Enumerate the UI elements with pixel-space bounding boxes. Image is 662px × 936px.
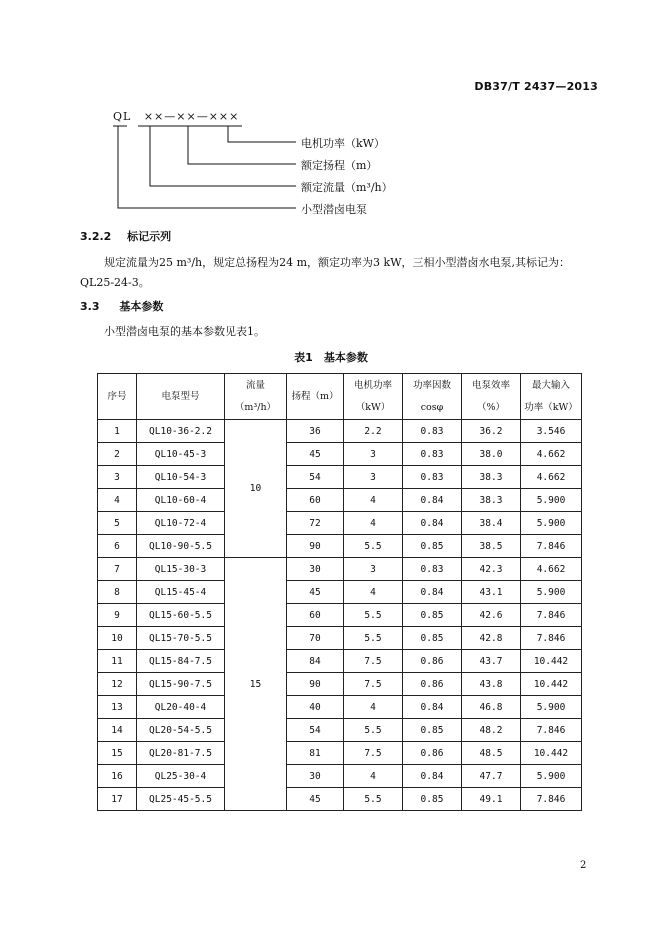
cell-power-factor: 0.83 xyxy=(403,443,462,466)
header-max-input: 最大输入 功率（kW） xyxy=(521,374,582,420)
cell-max-input: 5.900 xyxy=(521,765,582,788)
cell-power: 2.2 xyxy=(344,420,403,443)
cell-model: QL10-72-4 xyxy=(137,512,225,535)
cell-seq: 15 xyxy=(98,742,137,765)
cell-power-factor: 0.84 xyxy=(403,581,462,604)
cell-flow-group: 15 xyxy=(225,558,287,811)
header-power-factor: 功率因数 cosφ xyxy=(403,374,462,420)
cell-model: QL15-30-3 xyxy=(137,558,225,581)
table-row xyxy=(98,627,582,650)
cell-model: QL15-90-7.5 xyxy=(137,673,225,696)
cell-head: 84 xyxy=(287,650,344,673)
table-row xyxy=(98,765,582,788)
cell-head: 90 xyxy=(287,673,344,696)
cell-seq: 13 xyxy=(98,696,137,719)
cell-head: 72 xyxy=(287,512,344,535)
cell-efficiency: 36.2 xyxy=(462,420,521,443)
cell-head: 45 xyxy=(287,788,344,811)
section-number: 3.3 xyxy=(80,300,100,313)
cell-power: 4 xyxy=(344,489,403,512)
cell-seq: 4 xyxy=(98,489,137,512)
cell-seq: 10 xyxy=(98,627,137,650)
label-motor-power: 电机功率（kW） xyxy=(301,137,385,150)
cell-head: 40 xyxy=(287,696,344,719)
cell-seq: 14 xyxy=(98,719,137,742)
parameters-table xyxy=(97,373,582,811)
cell-power-factor: 0.84 xyxy=(403,512,462,535)
cell-head: 81 xyxy=(287,742,344,765)
cell-model: QL10-90-5.5 xyxy=(137,535,225,558)
table-body xyxy=(98,420,582,811)
cell-efficiency: 47.7 xyxy=(462,765,521,788)
cell-power: 4 xyxy=(344,765,403,788)
cell-head: 70 xyxy=(287,627,344,650)
cell-seq: 16 xyxy=(98,765,137,788)
cell-power: 3 xyxy=(344,558,403,581)
parameters-intro: 小型潜卤电泵的基本参数见表1。 xyxy=(104,325,265,338)
cell-model: QL25-45-5.5 xyxy=(137,788,225,811)
cell-power-factor: 0.85 xyxy=(403,719,462,742)
header-flow: 流量 （m³/h） xyxy=(225,374,287,420)
section-3-3-heading xyxy=(80,298,163,314)
cell-model: QL10-60-4 xyxy=(137,489,225,512)
cell-max-input: 7.846 xyxy=(521,719,582,742)
cell-power: 7.5 xyxy=(344,742,403,765)
table-row xyxy=(98,420,582,443)
cell-model: QL15-60-5.5 xyxy=(137,604,225,627)
cell-efficiency: 46.8 xyxy=(462,696,521,719)
standard-code: DB37/T 2437—2013 xyxy=(474,80,598,93)
cell-power-factor: 0.85 xyxy=(403,535,462,558)
cell-seq: 17 xyxy=(98,788,137,811)
cell-model: QL15-70-5.5 xyxy=(137,627,225,650)
cell-max-input: 4.662 xyxy=(521,443,582,466)
leader-flow xyxy=(150,126,296,186)
table-header-row xyxy=(98,374,582,420)
table-caption: 表1 基本参数 xyxy=(294,351,368,364)
table-row xyxy=(98,581,582,604)
cell-power-factor: 0.83 xyxy=(403,420,462,443)
cell-seq: 3 xyxy=(98,466,137,489)
cell-head: 45 xyxy=(287,443,344,466)
cell-seq: 6 xyxy=(98,535,137,558)
cell-efficiency: 42.6 xyxy=(462,604,521,627)
cell-model: QL15-45-4 xyxy=(137,581,225,604)
cell-power-factor: 0.84 xyxy=(403,765,462,788)
header-seq: 序号 xyxy=(98,374,137,420)
cell-model: QL10-54-3 xyxy=(137,466,225,489)
cell-power-factor: 0.86 xyxy=(403,650,462,673)
cell-seq: 2 xyxy=(98,443,137,466)
cell-power: 7.5 xyxy=(344,673,403,696)
cell-efficiency: 38.5 xyxy=(462,535,521,558)
leader-power xyxy=(228,126,296,142)
cell-head: 54 xyxy=(287,466,344,489)
section-number: 3.2.2 xyxy=(80,230,112,243)
model-prefix: QL xyxy=(113,110,132,123)
table-row xyxy=(98,604,582,627)
table-row xyxy=(98,535,582,558)
cell-max-input: 3.546 xyxy=(521,420,582,443)
cell-max-input: 5.900 xyxy=(521,696,582,719)
cell-seq: 11 xyxy=(98,650,137,673)
cell-head: 36 xyxy=(287,420,344,443)
cell-power-factor: 0.85 xyxy=(403,604,462,627)
cell-seq: 9 xyxy=(98,604,137,627)
cell-efficiency: 43.7 xyxy=(462,650,521,673)
section-title: 基本参数 xyxy=(119,300,164,313)
cell-max-input: 7.846 xyxy=(521,788,582,811)
cell-efficiency: 38.0 xyxy=(462,443,521,466)
cell-max-input: 10.442 xyxy=(521,650,582,673)
cell-model: QL10-36-2.2 xyxy=(137,420,225,443)
cell-head: 30 xyxy=(287,558,344,581)
cell-power: 5.5 xyxy=(344,535,403,558)
cell-power-factor: 0.86 xyxy=(403,742,462,765)
cell-efficiency: 48.2 xyxy=(462,719,521,742)
model-code-pattern xyxy=(113,110,239,123)
cell-model: QL20-54-5.5 xyxy=(137,719,225,742)
cell-max-input: 4.662 xyxy=(521,466,582,489)
cell-power: 3 xyxy=(344,443,403,466)
cell-flow-group: 10 xyxy=(225,420,287,558)
leader-head xyxy=(188,126,296,164)
cell-model: QL15-84-7.5 xyxy=(137,650,225,673)
cell-power: 7.5 xyxy=(344,650,403,673)
table-row xyxy=(98,696,582,719)
cell-max-input: 10.442 xyxy=(521,673,582,696)
table-row xyxy=(98,742,582,765)
label-rated-flow: 额定流量（m³/h） xyxy=(301,181,393,194)
cell-model: QL25-30-4 xyxy=(137,765,225,788)
header-efficiency: 电泵效率 （%） xyxy=(462,374,521,420)
cell-power: 5.5 xyxy=(344,604,403,627)
cell-max-input: 10.442 xyxy=(521,742,582,765)
cell-efficiency: 42.8 xyxy=(462,627,521,650)
cell-power-factor: 0.85 xyxy=(403,788,462,811)
cell-head: 45 xyxy=(287,581,344,604)
marking-example-line1: 规定流量为25 m³/h，规定总扬程为24 m，额定功率为3 kW，三相小型潜卤水电泵,其标记为： xyxy=(104,256,571,269)
cell-seq: 7 xyxy=(98,558,137,581)
cell-power-factor: 0.83 xyxy=(403,558,462,581)
cell-head: 54 xyxy=(287,719,344,742)
cell-efficiency: 43.1 xyxy=(462,581,521,604)
cell-efficiency: 48.5 xyxy=(462,742,521,765)
table-row xyxy=(98,512,582,535)
section-title: 标记示列 xyxy=(127,230,172,243)
cell-efficiency: 42.3 xyxy=(462,558,521,581)
cell-model: QL20-81-7.5 xyxy=(137,742,225,765)
table-row xyxy=(98,466,582,489)
table-row xyxy=(98,489,582,512)
model-code-diagram xyxy=(0,0,662,230)
cell-efficiency: 49.1 xyxy=(462,788,521,811)
table-row xyxy=(98,558,582,581)
cell-power: 4 xyxy=(344,512,403,535)
cell-max-input: 5.900 xyxy=(521,512,582,535)
cell-max-input: 5.900 xyxy=(521,581,582,604)
label-rated-head: 额定扬程（m） xyxy=(301,159,378,172)
cell-power-factor: 0.85 xyxy=(403,627,462,650)
table-row xyxy=(98,650,582,673)
cell-efficiency: 43.8 xyxy=(462,673,521,696)
leader-product xyxy=(118,126,296,208)
cell-seq: 12 xyxy=(98,673,137,696)
cell-efficiency: 38.3 xyxy=(462,466,521,489)
cell-power-factor: 0.84 xyxy=(403,696,462,719)
cell-model: QL10-45-3 xyxy=(137,443,225,466)
label-product-name: 小型潜卤电泵 xyxy=(301,203,367,216)
cell-head: 90 xyxy=(287,535,344,558)
cell-seq: 5 xyxy=(98,512,137,535)
cell-power: 4 xyxy=(344,696,403,719)
cell-seq: 8 xyxy=(98,581,137,604)
table-row xyxy=(98,788,582,811)
cell-power-factor: 0.83 xyxy=(403,466,462,489)
cell-head: 60 xyxy=(287,489,344,512)
table-row xyxy=(98,719,582,742)
table-row xyxy=(98,673,582,696)
header-power: 电机功率 （kW） xyxy=(344,374,403,420)
cell-power-factor: 0.86 xyxy=(403,673,462,696)
cell-max-input: 7.846 xyxy=(521,535,582,558)
cell-power: 5.5 xyxy=(344,627,403,650)
cell-seq: 1 xyxy=(98,420,137,443)
cell-power: 3 xyxy=(344,466,403,489)
cell-power: 5.5 xyxy=(344,788,403,811)
marking-example-line2: QL25-24-3。 xyxy=(80,276,150,289)
header-head: 扬程（m） xyxy=(287,374,344,420)
cell-head: 30 xyxy=(287,765,344,788)
cell-head: 60 xyxy=(287,604,344,627)
cell-power: 4 xyxy=(344,581,403,604)
cell-model: QL20-40-4 xyxy=(137,696,225,719)
page-number: 2 xyxy=(580,860,587,871)
cell-power-factor: 0.84 xyxy=(403,489,462,512)
cell-efficiency: 38.4 xyxy=(462,512,521,535)
table-row xyxy=(98,443,582,466)
cell-max-input: 4.662 xyxy=(521,558,582,581)
header-model: 电泵型号 xyxy=(137,374,225,420)
section-3-2-2-heading xyxy=(80,228,171,244)
model-codes: ××—××—××× xyxy=(143,110,240,123)
cell-max-input: 7.846 xyxy=(521,627,582,650)
cell-efficiency: 38.3 xyxy=(462,489,521,512)
cell-power: 5.5 xyxy=(344,719,403,742)
cell-max-input: 5.900 xyxy=(521,489,582,512)
cell-max-input: 7.846 xyxy=(521,604,582,627)
